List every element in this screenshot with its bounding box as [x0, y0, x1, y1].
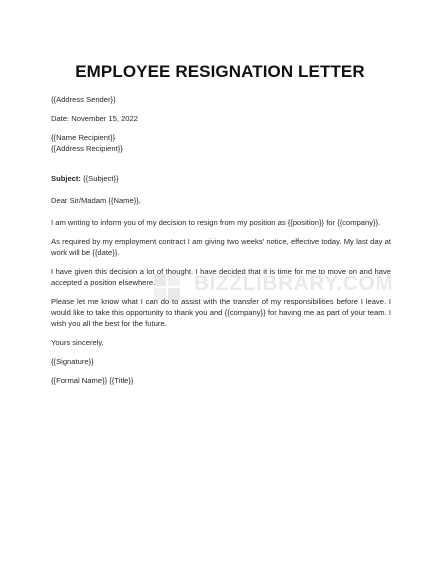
closing: Yours sincerely, [51, 338, 104, 347]
name-recipient: {{Name Recipient}} [51, 133, 116, 142]
page-title: EMPLOYEE RESIGNATION LETTER [75, 62, 365, 81]
paragraph-2: As required by my employment contract I am giving two weeks' notice, effective today. My last day at work will be {{date}}. [51, 237, 391, 257]
signature: {{Signature}} [51, 357, 94, 366]
paragraph-1: I am writing to inform you of my decision to resign from my position as {{position}} for {{company}}. [51, 218, 381, 227]
address-recipient: {{Address Recipient}} [51, 144, 123, 153]
paragraph-4: Please let me know what I can do to assist with the transfer of my responsibilities before I leave. I would like to take this opportunity to thank you and {{company}} for having me as part of your team. I wish you all the best for the future. [51, 297, 391, 328]
salutation: Dear Sir/Madam {{Name}}, [51, 196, 141, 205]
formal-name-title: {{Formal Name}} {{Title}} [51, 376, 134, 385]
subject-value: {{Subject}} [83, 174, 119, 183]
letter-body [51, 94, 394, 386]
watermark-text: BIZZLIBRARY.COM [194, 272, 394, 295]
subject-line [51, 173, 391, 184]
date-line: Date: November 15, 2022 [51, 114, 138, 123]
address-sender: {{Address Sender}} [51, 95, 116, 104]
paragraph-3: I have given this decision a lot of thought. I have decided that it is time for me to move on and have accepted a position elsewhere. [51, 267, 391, 287]
subject-label: Subject: [51, 174, 81, 183]
